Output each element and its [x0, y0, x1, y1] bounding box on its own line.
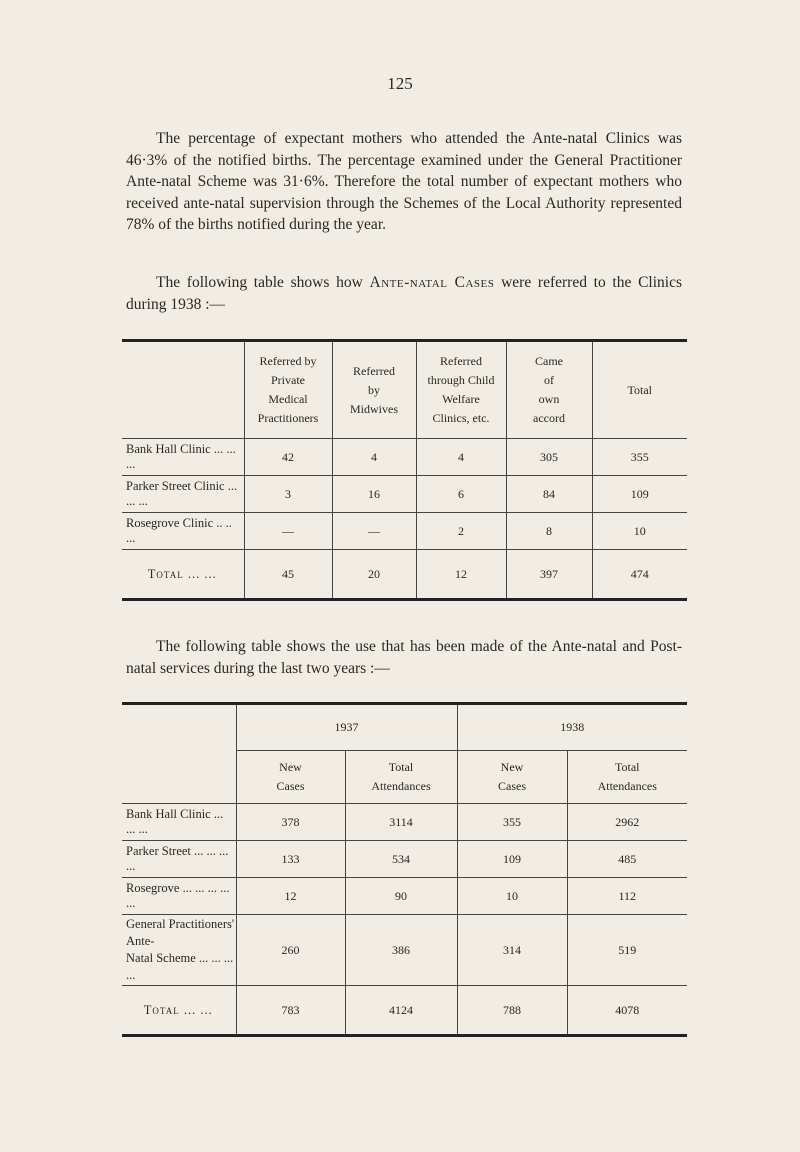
header-line: Clinics, etc.	[432, 411, 490, 425]
header-line: through Child	[427, 373, 495, 387]
cell: 3	[244, 476, 332, 513]
table-row	[122, 841, 687, 878]
cell: —	[244, 513, 332, 550]
referral-header-own-accord	[506, 341, 592, 439]
row-label: Rosegrove Clinic .. .. ...	[122, 513, 244, 550]
cell: 20	[332, 550, 416, 600]
header-line: Welfare	[442, 392, 480, 406]
cell: 133	[236, 841, 345, 878]
cell: 386	[345, 915, 457, 986]
cell: 485	[567, 841, 687, 878]
row-label: Total ... ...	[143, 1002, 213, 1017]
row-label: Bank Hall Clinic ... ... ...	[122, 439, 244, 476]
cell: 16	[332, 476, 416, 513]
cell: —	[332, 513, 416, 550]
header-line: New	[500, 760, 524, 774]
referral-table-header-row	[122, 341, 687, 439]
header-line: Total	[627, 382, 652, 397]
cell: 397	[506, 550, 592, 600]
header-line: Referred	[353, 363, 395, 378]
total-row	[122, 986, 687, 1036]
header-line: Attendances	[371, 779, 431, 793]
cell: 4	[332, 439, 416, 476]
header-line: Midwives	[350, 401, 398, 416]
table-row	[122, 915, 687, 986]
header-line: Referred	[440, 354, 482, 368]
cell: 783	[236, 986, 345, 1036]
paragraph-2-before: The following table shows how	[156, 274, 370, 291]
header-line: Referred by	[259, 354, 317, 368]
cell: 10	[457, 878, 567, 915]
cell: 2	[416, 513, 506, 550]
paragraph-2-after: were referred to the Clinics during 1938 :—	[126, 274, 682, 313]
year-header-row	[122, 704, 687, 751]
services-table	[122, 702, 687, 1037]
row-label: Total ... ...	[147, 566, 217, 581]
page-number: 125	[387, 74, 413, 93]
cell: 112	[567, 878, 687, 915]
table-row	[122, 439, 687, 476]
cell: 355	[592, 439, 687, 476]
header-line: Private	[271, 373, 305, 387]
cell: 12	[236, 878, 345, 915]
cell: 378	[236, 804, 345, 841]
header-line: Cases	[498, 779, 526, 793]
table-row	[122, 513, 687, 550]
year-1937: 1937	[236, 704, 457, 751]
referral-header-child-welfare	[416, 341, 506, 439]
row-label	[122, 915, 236, 986]
header-line: by	[368, 382, 380, 397]
cell: 305	[506, 439, 592, 476]
row-label: Parker Street ... ... ... ...	[122, 841, 236, 878]
header-line: of	[544, 373, 554, 387]
cell: 355	[457, 804, 567, 841]
cell: 260	[236, 915, 345, 986]
header-new-cases-1937	[236, 751, 345, 804]
cell: 109	[592, 476, 687, 513]
paragraph-1-text: The percentage of expectant mothers who attended the Ante-natal Clinics was 46·3% of the notified births. The percentage examined under the General Practitioner Ante-natal Scheme was 31·6%. Therefore the total number of expectant mothers who received ante-natal supervision through the Schemes of the Local Authority represented 78% of the births notified during the year.	[126, 130, 682, 233]
header-total-attendances-1937	[345, 751, 457, 804]
cell: 6	[416, 476, 506, 513]
header-line: Came	[535, 354, 563, 368]
cell: 109	[457, 841, 567, 878]
cell: 788	[457, 986, 567, 1036]
referral-header-total	[592, 341, 687, 439]
header-new-cases-1938	[457, 751, 567, 804]
total-row	[122, 550, 687, 600]
header-line: Practitioners	[257, 411, 319, 425]
paragraph-3-text: The following table shows the use that has been made of the Ante-natal and Post-natal services during the last two years :—	[126, 638, 682, 677]
paragraph-2-smallcaps: Ante-natal Cases	[369, 274, 495, 291]
cell: 90	[345, 878, 457, 915]
cell: 84	[506, 476, 592, 513]
table-row	[122, 878, 687, 915]
header-line: Attendances	[597, 779, 657, 793]
row-label: Bank Hall Clinic ... ... ...	[122, 804, 236, 841]
cell: 42	[244, 439, 332, 476]
table-row	[122, 804, 687, 841]
header-line: Total	[388, 760, 414, 774]
header-line: own	[538, 392, 560, 406]
cell: 45	[244, 550, 332, 600]
header-line: Medical	[268, 392, 308, 406]
year-1938: 1938	[457, 704, 687, 751]
header-total-attendances-1938	[567, 751, 687, 804]
cell: 4078	[567, 986, 687, 1036]
cell: 519	[567, 915, 687, 986]
referral-header-blank	[122, 341, 244, 439]
header-line: New	[279, 760, 302, 774]
cell: 10	[592, 513, 687, 550]
paragraph-table2-intro	[126, 636, 682, 679]
cell: 4124	[345, 986, 457, 1036]
services-header-blank	[122, 704, 236, 804]
table-row	[122, 476, 687, 513]
cell: 12	[416, 550, 506, 600]
paragraph-percentages	[126, 128, 682, 236]
row-label: Parker Street Clinic ... ... ...	[122, 476, 244, 513]
cell: 314	[457, 915, 567, 986]
paragraph-table1-intro	[126, 272, 682, 315]
header-line: Total	[615, 760, 640, 774]
cell: 534	[345, 841, 457, 878]
referral-header-private	[244, 341, 332, 439]
cell: 2962	[567, 804, 687, 841]
header-line: accord	[533, 411, 565, 425]
cell: 474	[592, 550, 687, 600]
referral-header-midwives	[332, 341, 416, 439]
row-label-line: General Practitioners' Ante-	[126, 917, 235, 948]
referral-table	[122, 339, 687, 601]
row-label-line: Natal Scheme ... ... ... ...	[126, 951, 234, 982]
header-line: Cases	[276, 779, 305, 793]
cell: 4	[416, 439, 506, 476]
row-label: Rosegrove ... ... ... ... ...	[122, 878, 236, 915]
cell: 8	[506, 513, 592, 550]
cell: 3114	[345, 804, 457, 841]
